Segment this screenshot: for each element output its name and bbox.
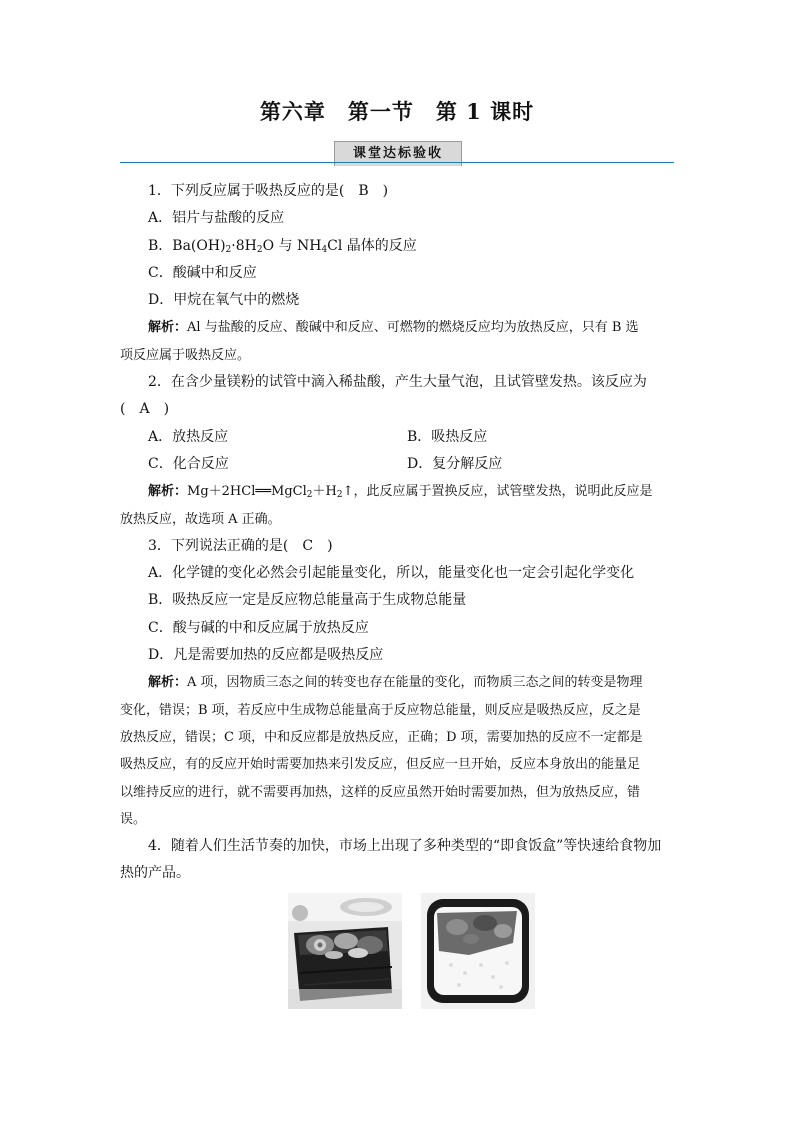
page-title: 第六章 第一节 第 1 课时 (259, 99, 535, 124)
q2-options-row-2 (120, 451, 674, 478)
q2-option-c: C．化合反应 (148, 455, 229, 472)
q2-options-row-1 (120, 424, 674, 451)
q3-stem: 3．下列说法正确的是( C ) (148, 537, 333, 554)
self-heating-hotpot-photo (288, 893, 402, 1009)
q2-answer: ( A ) (120, 401, 170, 418)
q3-analysis-line-5: 以维持反应的进行，就不需要再加热，这样的反应虽然开始时需要加热，但为放热反应，错 (120, 784, 641, 800)
q4-stem-cont: 热的产品。 (120, 865, 190, 882)
q3-analysis-line-3: 放热反应，错误；C 项，中和反应都是放热反应，正确；D 项，需要加热的反应不一定都是 (120, 729, 643, 745)
q2-stem: 2．在含少量镁粉的试管中滴入稀盐酸，产生大量气泡，且试管壁发热。该反应为 (148, 374, 647, 391)
q1-stem: 1．下列反应属于吸热反应的是( B ) (148, 183, 389, 199)
q1-option-c: C．酸碱中和反应 (148, 264, 257, 281)
header-rule (120, 162, 674, 163)
q1-analysis-cont: 项反应属于吸热反应。 (120, 347, 251, 363)
q1-option-b: B．$Ba(OH)_2\cdot 8H_2O$ 与 $NH_4Cl$ 晶体的反应 (148, 237, 417, 255)
q3-analysis-line-2: 变化，错误；B 项，若反应中生成物总能量高于反应物总能量，则反应是吸热反应，反之是 (120, 702, 641, 718)
q3-option-c: C．酸与碱的中和反应属于放热反应 (148, 619, 369, 636)
q4-stem: 4．随着人们生活节奏的加快，市场上出现了多种类型的“即食饭盒”等快速给食物加 (148, 838, 662, 855)
q2-analysis: 解析：$Mg+2HCl══MgCl_2+H_2↑$，此反应属于置换反应，试管壁发热，说明此反应是 (148, 484, 653, 501)
q2-option-d: D．复分解反应 (407, 455, 503, 472)
section-tag: 课堂达标验收 (334, 141, 462, 166)
q3-option-b: B．吸热反应一定是反应物总能量高于生成物总能量 (148, 592, 467, 609)
instant-rice-box-photo (421, 893, 535, 1009)
q2-option-b: B．吸热反应 (407, 428, 488, 445)
q3-option-a: A．化学键的变化必然会引起能量变化，所以，能量变化也一定会引起化学变化 (148, 565, 635, 582)
q1-option-a: A．铝片与盐酸的反应 (148, 210, 285, 227)
q3-analysis: 解析：A 项，因物质三态之间的转变也存在能量的变化，而物质三态之间的转变是物理 (148, 675, 643, 691)
q2-analysis-cont: 放热反应，故选项 A 正确。 (120, 511, 281, 527)
q1-analysis: 解析：Al 与盐酸的反应、酸碱中和反应、可燃物的燃烧反应均为放热反应，只有 B 选 (148, 320, 639, 336)
q3-analysis-line-4: 吸热反应，有的反应开始时需要加热来引发反应，但反应一旦开始，反应本身放出的能量足 (120, 757, 641, 773)
q1-option-d: D．甲烷在氧气中的燃烧 (148, 292, 300, 309)
q2-option-a: A．放热反应 (148, 428, 229, 445)
q3-analysis-line-6: 误。 (120, 811, 147, 827)
q3-option-d: D．凡是需要加热的反应都是吸热反应 (148, 647, 384, 664)
worksheet-body (120, 178, 674, 888)
